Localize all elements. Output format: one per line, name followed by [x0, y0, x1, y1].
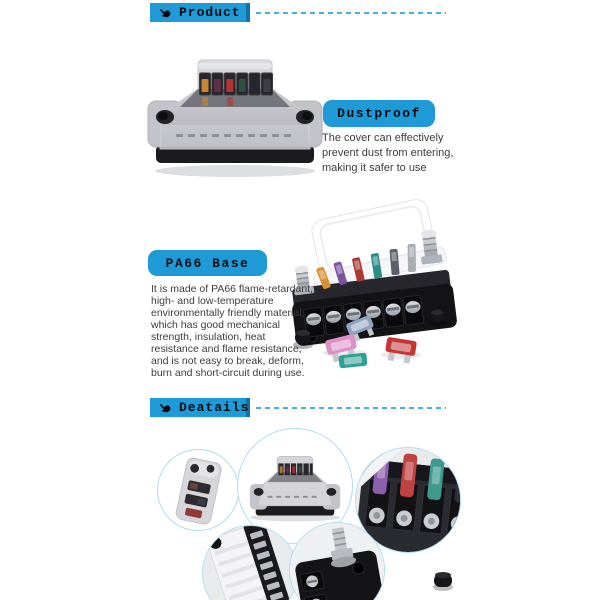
dustproof-text	[322, 131, 453, 176]
dustproof-badge	[323, 100, 435, 127]
loose-fuse-red	[384, 337, 417, 364]
section-title: Product	[179, 5, 241, 20]
fuse-glow-red	[227, 97, 233, 106]
fuse-4	[239, 79, 246, 92]
left-terminal-hole	[158, 112, 168, 120]
pa66-line: high- and low-temperature	[151, 295, 274, 307]
small-terminal-cap	[430, 570, 456, 592]
pa66-line: environmentally friendly material,	[151, 307, 305, 319]
section-header-details	[150, 398, 250, 417]
pa66-line: which has good mechanical	[151, 319, 280, 331]
photo-reflection	[155, 165, 315, 177]
pa66-text	[151, 283, 313, 379]
product-photo-covered-fuse-box	[140, 55, 330, 180]
section-title: Deatails	[179, 400, 250, 415]
dustproof-line: making it safer to use	[322, 162, 427, 174]
fuse-glow-orange	[202, 97, 208, 106]
fuse-2	[214, 79, 221, 92]
hand-cursor-icon	[155, 3, 175, 23]
detail-photo-angled-box	[157, 449, 239, 531]
right-terminal-hole	[302, 112, 312, 120]
cover-highlight	[198, 63, 272, 69]
dashed-divider	[256, 12, 446, 14]
fuse-3	[226, 79, 233, 92]
pa66-line: It is made of PA66 flame-retardant,	[151, 283, 314, 295]
pa66-line: burn and short-circuit during use.	[151, 367, 305, 379]
dustproof-line: prevent dust from entering,	[322, 147, 454, 159]
fuse-1	[202, 79, 209, 92]
pa66-line: resistance and flame resistance,	[151, 343, 302, 355]
fuse-5	[251, 79, 258, 92]
pa66-badge	[148, 250, 267, 276]
fuse-6	[264, 79, 271, 92]
hand-cursor-icon	[155, 398, 175, 418]
dustproof-label: Dustproof	[337, 106, 421, 121]
pa66-line: strength, insulation, heat	[151, 331, 266, 343]
section-header-product	[150, 3, 250, 22]
dustproof-line: The cover can effectively	[322, 132, 444, 144]
pa66-line: and is not easy to break, deform,	[151, 355, 304, 367]
pa66-label: PA66 Base	[165, 255, 250, 271]
dashed-divider	[256, 407, 446, 409]
